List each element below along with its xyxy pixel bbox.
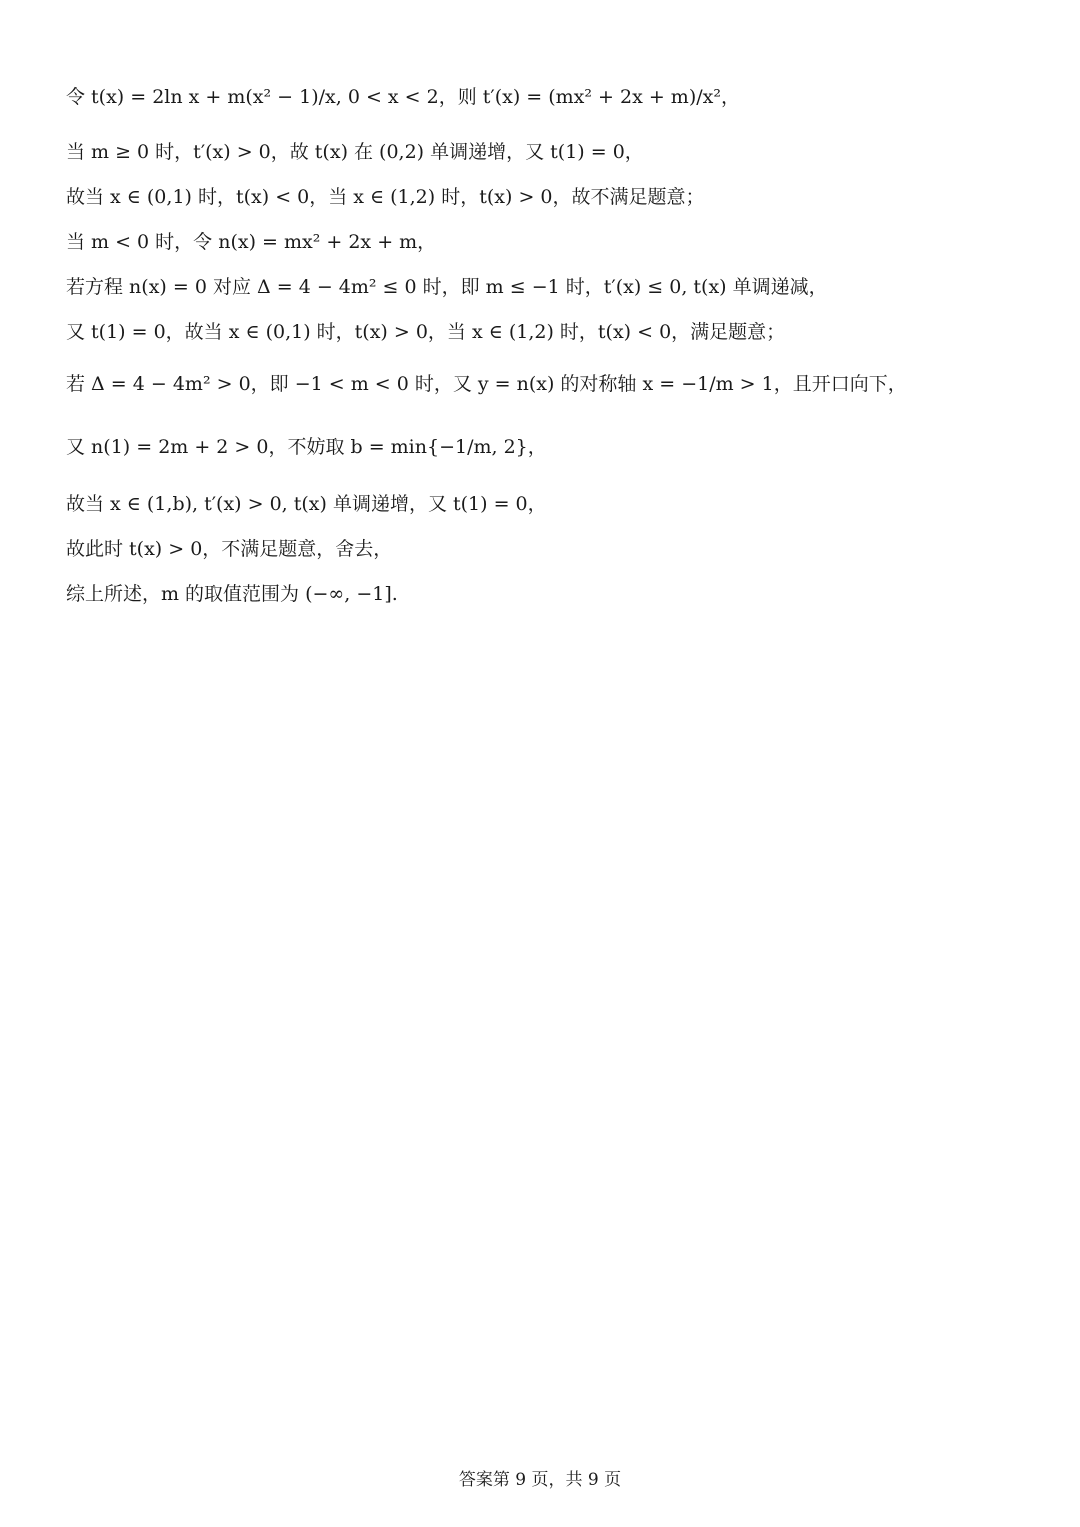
solution-line-6: 又 t(1) = 0，故当 x ∈ (0,1) 时，t(x) > 0，当 x ∈ (1,2) 时，t(x) < 0，满足题意； bbox=[66, 321, 786, 343]
solution-line-4: 当 m < 0 时，令 n(x) = mx² + 2x + m， bbox=[66, 231, 437, 253]
solution-line-7: 若 Δ = 4 − 4m² > 0，即 −1 < m < 0 时，又 y = n(x) 的对称轴 x = −1/m > 1，且开口向下， bbox=[66, 373, 907, 395]
solution-line-1: 令 t(x) = 2ln x + m(x² − 1)/x, 0 < x < 2，则 t′(x) = (mx² + 2x + m)/x²， bbox=[66, 86, 740, 108]
solution-line-5: 若方程 n(x) = 0 对应 Δ = 4 − 4m² ≤ 0 时，即 m ≤ −1 时，t′(x) ≤ 0, t(x) 单调递减， bbox=[66, 276, 828, 298]
solution-line-2: 当 m ≥ 0 时，t′(x) > 0，故 t(x) 在 (0,2) 单调递增，又 t(1) = 0， bbox=[66, 141, 644, 163]
solution-line-8: 又 n(1) = 2m + 2 > 0，不妨取 b = min{−1/m, 2}， bbox=[66, 436, 547, 458]
solution-line-3: 故当 x ∈ (0,1) 时，t(x) < 0，当 x ∈ (1,2) 时，t(x) > 0，故不满足题意； bbox=[66, 186, 705, 208]
solution-line-11: 综上所述，m 的取值范围为 (−∞, −1]. bbox=[66, 583, 398, 605]
page-footer: 答案第 9 页，共 9 页 bbox=[458, 1470, 622, 1490]
solution-line-10: 故此时 t(x) > 0，不满足题意，舍去， bbox=[66, 538, 393, 560]
solution-line-9: 故当 x ∈ (1,b), t′(x) > 0, t(x) 单调递增，又 t(1) = 0， bbox=[66, 493, 547, 515]
